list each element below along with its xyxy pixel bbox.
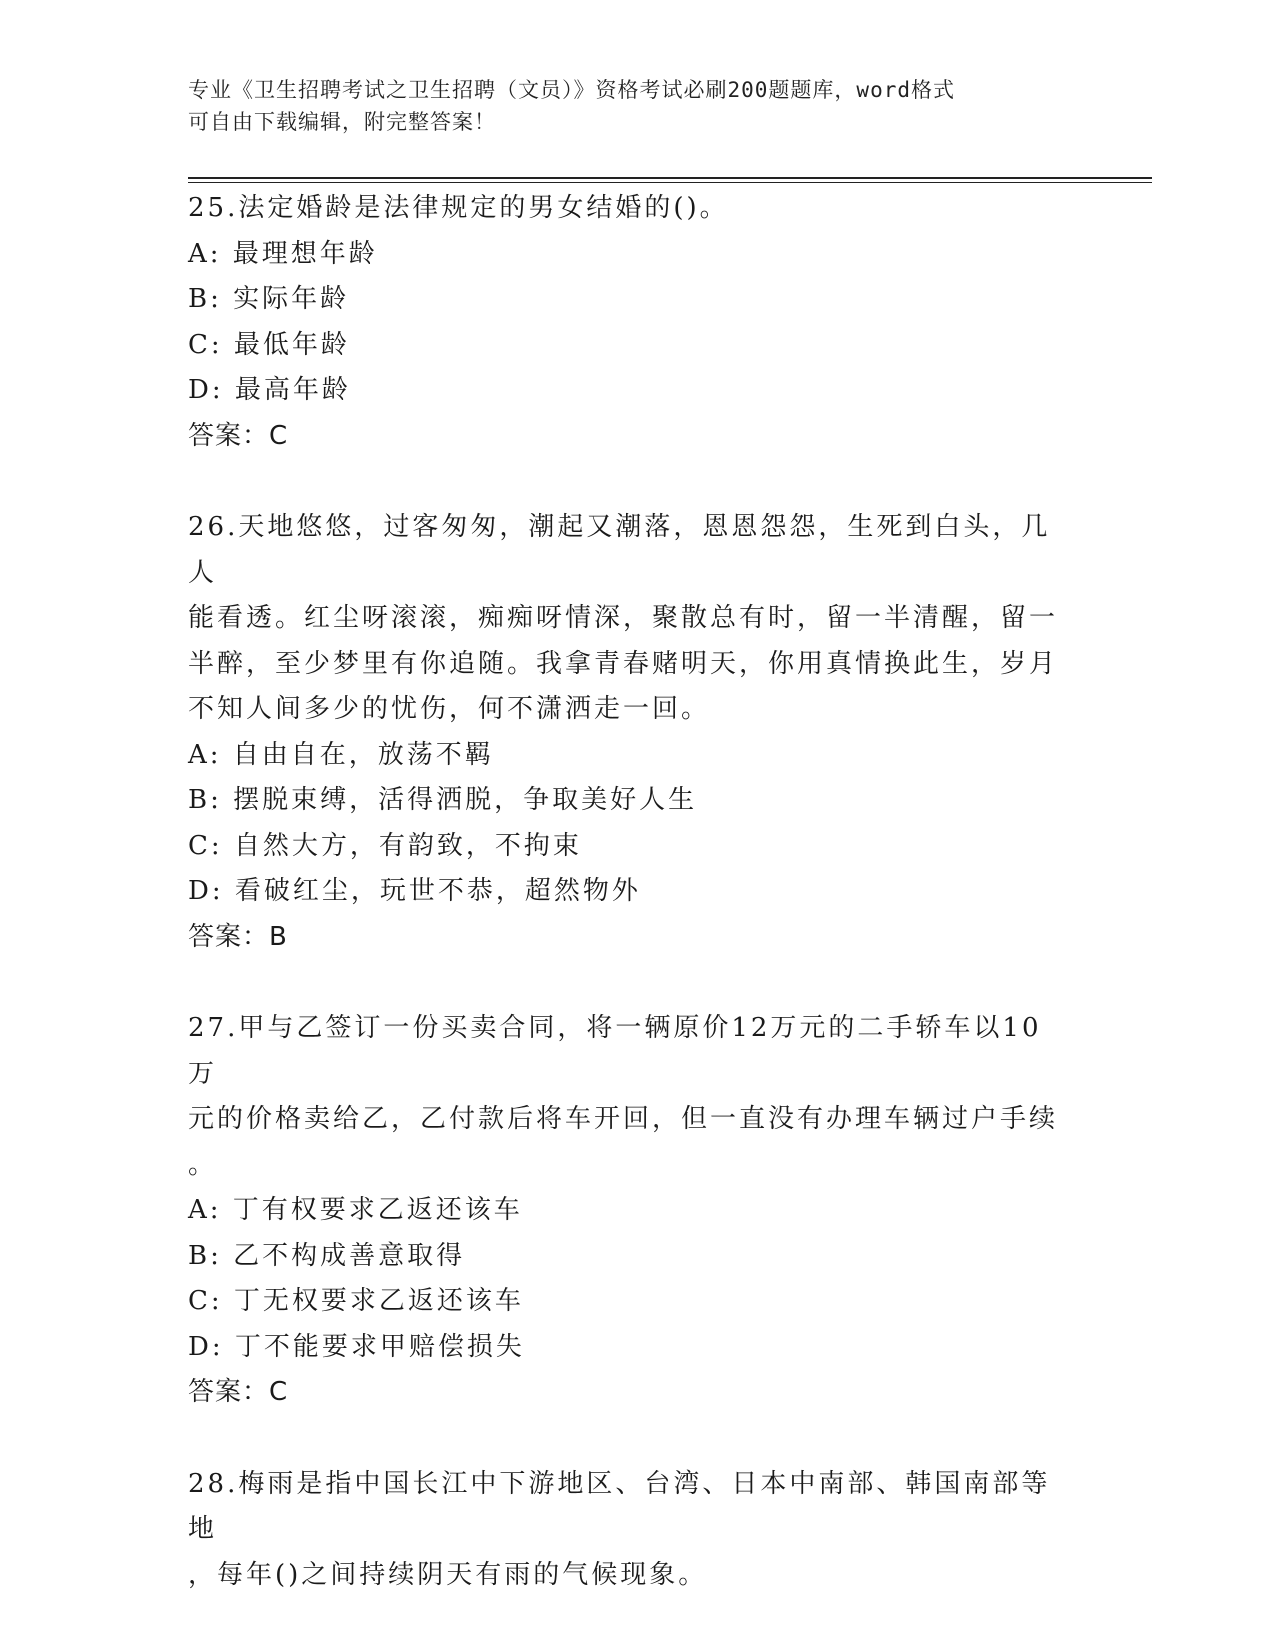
question-stem	[188, 505, 1068, 733]
option-b: B: 摆脱束缚，活得洒脱，争取美好人生	[188, 785, 698, 815]
option-c: C: 最低年龄	[188, 329, 350, 360]
option-b: B: 乙不构成善意取得	[188, 1240, 466, 1271]
stem-line: 26.天地悠悠，过客匆匆，潮起又潮落，恩恩怨怨，生死到白头，几人	[188, 512, 1051, 588]
header-title-line-2: 可自由下载编辑，附完整答案！	[188, 110, 496, 134]
question-25	[188, 186, 1068, 459]
question-stem	[188, 186, 1068, 232]
stem-line: 27.甲与乙签订一份买卖合同，将一辆原价12万元的二手轿车以10万	[188, 1013, 1042, 1089]
option-c: C: 丁无权要求乙返还该车	[188, 1286, 524, 1316]
stem-line: 25.法定婚龄是法律规定的男女结婚的()。	[188, 193, 729, 223]
answer-line: 答案：C	[188, 1377, 289, 1407]
stem-line: 能看透。红尘呀滚滚，痴痴呀情深，聚散总有时，留一半清醒，留一	[188, 603, 1059, 633]
option-a: A: 丁有权要求乙返还该车	[188, 1195, 523, 1225]
option-a: A: 自由自在，放荡不羁	[188, 739, 494, 770]
header-divider-thick	[188, 177, 1152, 179]
question-stem	[188, 1006, 1068, 1188]
header-divider-thin	[188, 182, 1152, 183]
document-header	[188, 74, 1068, 138]
question-26	[188, 505, 1068, 960]
question-28	[188, 1462, 1068, 1599]
option-c: C: 自然大方，有韵致，不拘束	[188, 830, 582, 861]
option-d: D: 丁不能要求甲赔偿损失	[188, 1331, 525, 1362]
header-title-line-1: 专业《卫生招聘考试之卫生招聘（文员）》资格考试必刷200题题库，word格式	[188, 78, 955, 102]
option-d: D: 看破红尘，玩世不恭，超然物外	[188, 876, 641, 906]
question-27	[188, 1006, 1068, 1416]
option-d: D: 最高年龄	[188, 375, 351, 405]
stem-line: 不知人间多少的忧伤，何不潇洒走一回。	[188, 694, 711, 724]
stem-line: 半醉，至少梦里有你追随。我拿青春赌明天，你用真情换此生，岁月	[188, 648, 1059, 679]
option-b: B: 实际年龄	[188, 284, 350, 314]
question-stem	[188, 1462, 1068, 1599]
answer-line: 答案：B	[188, 921, 288, 952]
stem-line: 。	[188, 1149, 218, 1180]
option-a: A: 最理想年龄	[188, 238, 378, 269]
stem-line: ，每年()之间持续阴天有雨的气候现象。	[188, 1559, 708, 1590]
stem-line: 28.梅雨是指中国长江中下游地区、台湾、日本中南部、韩国南部等地	[188, 1468, 1051, 1544]
stem-line: 元的价格卖给乙，乙付款后将车开回，但一直没有办理车辆过户手续	[188, 1104, 1059, 1134]
question-list	[188, 186, 1068, 1644]
answer-line: 答案：C	[188, 420, 289, 451]
